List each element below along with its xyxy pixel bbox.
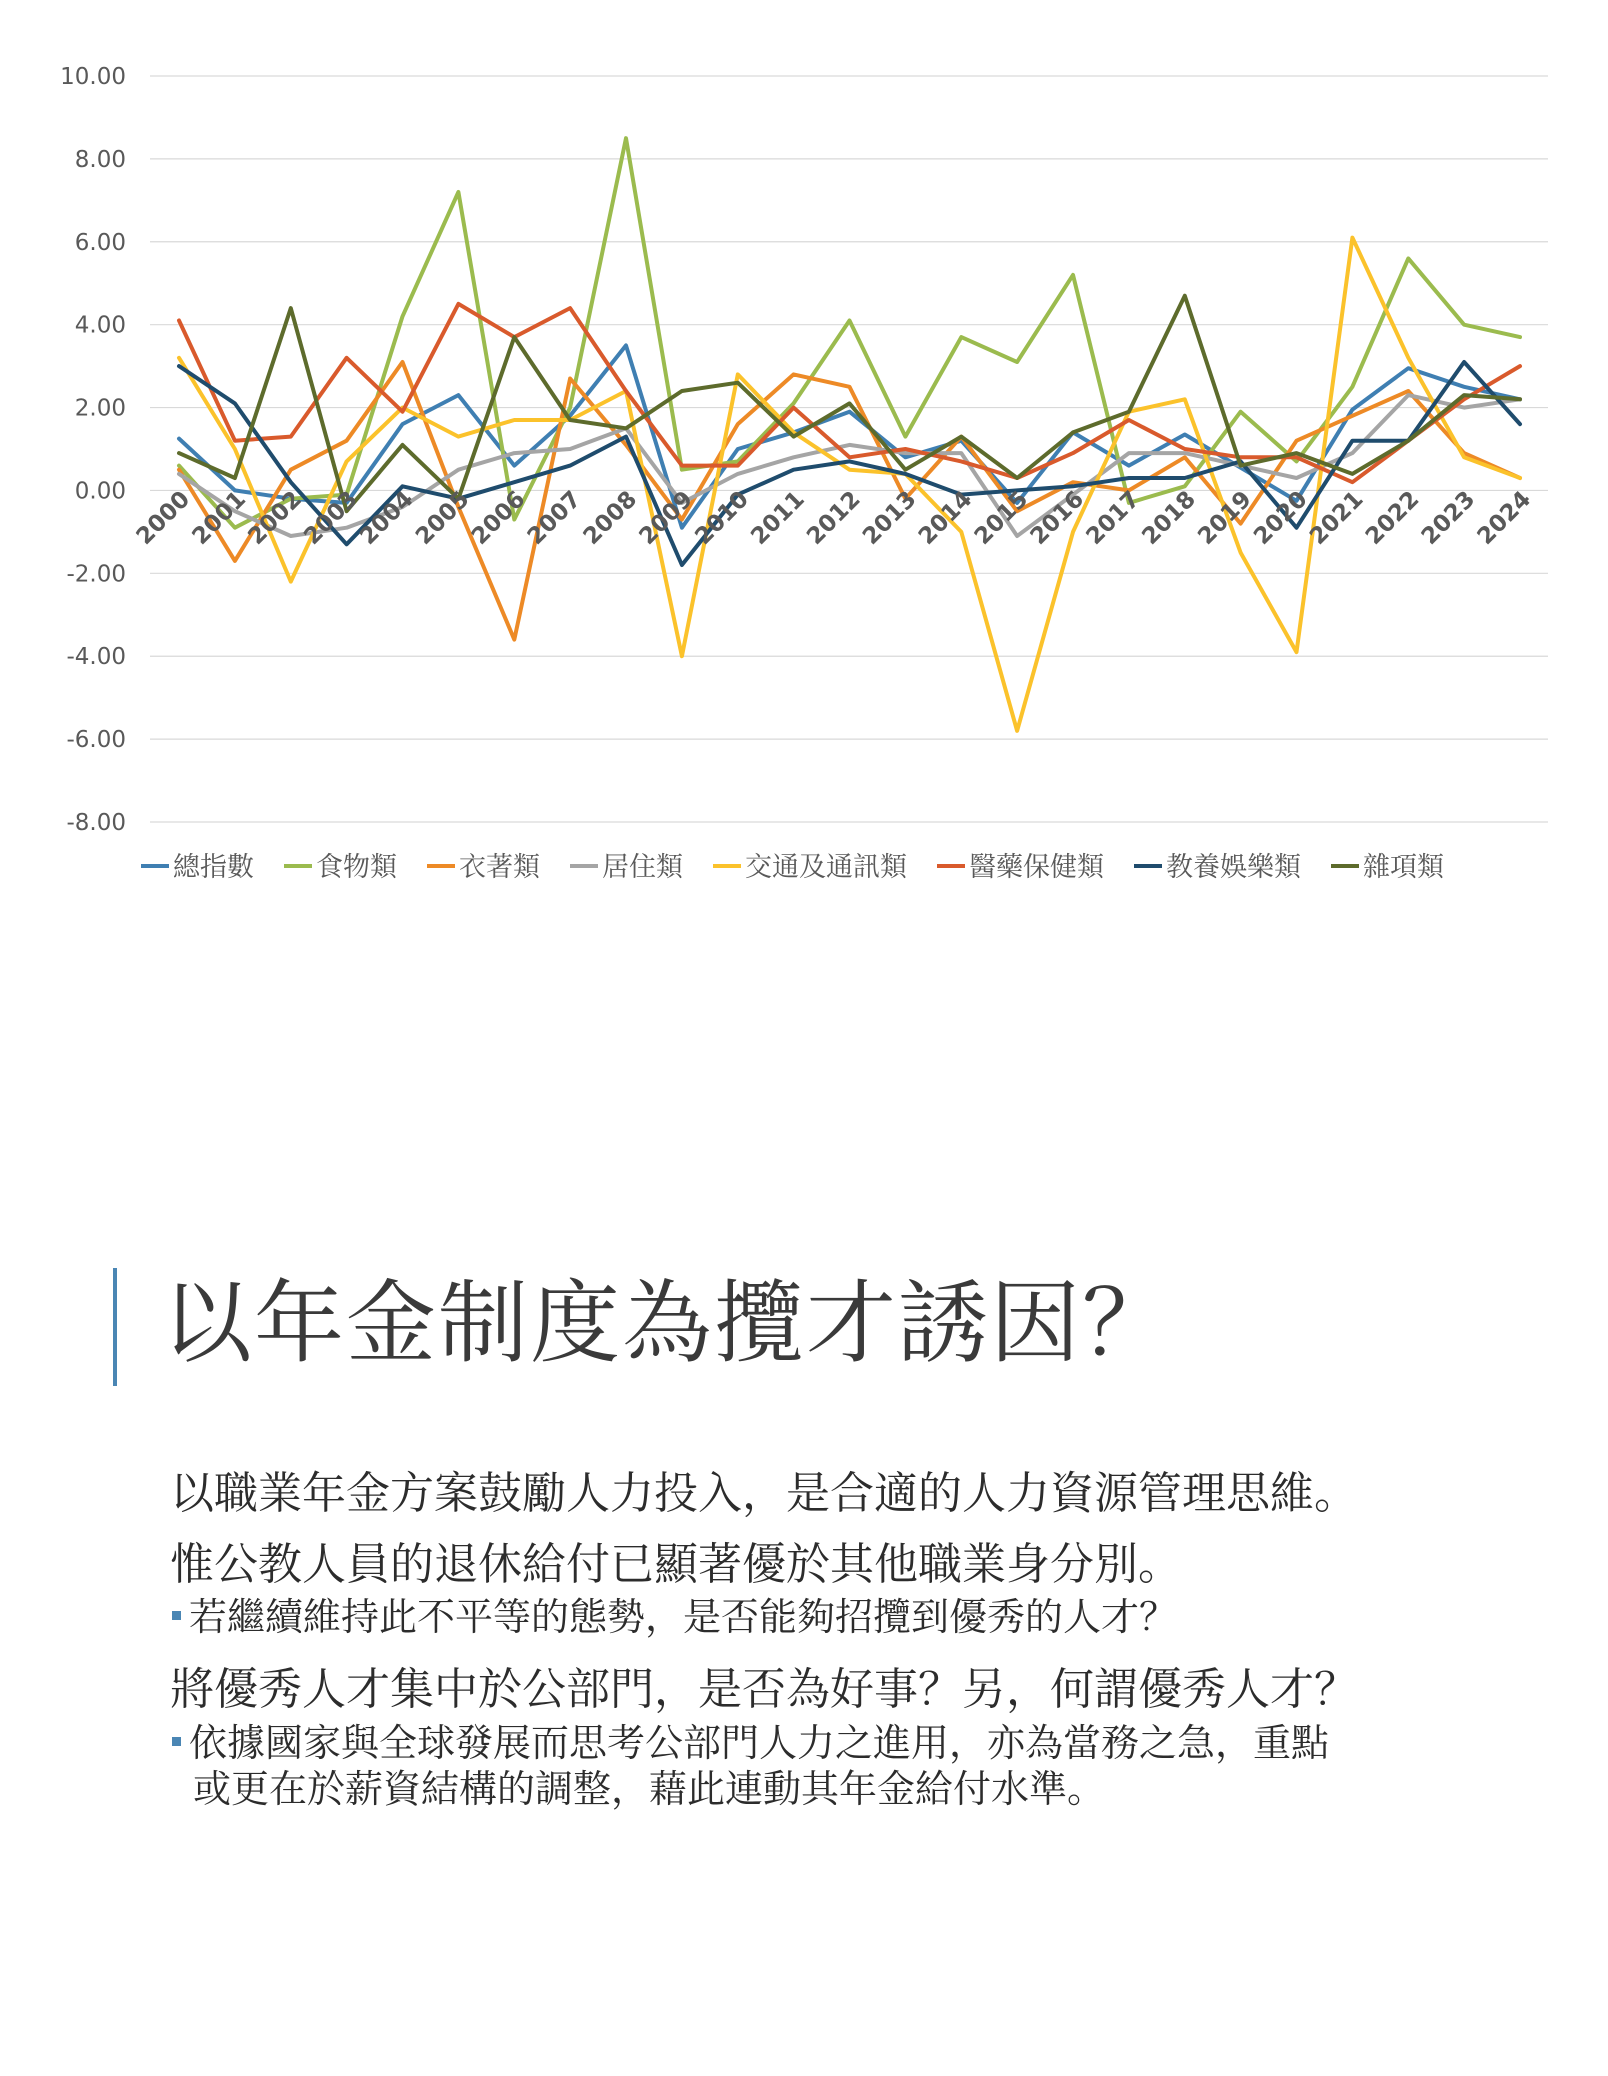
- legend-label: 衣著類: [459, 852, 540, 883]
- x-tick-label: 2013: [857, 486, 922, 550]
- bullet-square-icon: [172, 1611, 181, 1620]
- legend-label: 食物類: [316, 852, 397, 883]
- x-tick-label: 2015: [969, 486, 1034, 550]
- x-tick-label: 2001: [187, 486, 252, 550]
- line-chart: [0, 0, 1608, 900]
- x-tick-label: 2011: [746, 486, 810, 550]
- heading-accent-bar: [113, 1268, 117, 1386]
- x-tick-label: 2006: [466, 486, 531, 550]
- y-tick-label: 0.00: [74, 478, 126, 505]
- y-tick-label: 4.00: [74, 312, 126, 339]
- y-tick-label: 10.00: [60, 64, 126, 90]
- x-tick-label: 2002: [243, 486, 307, 550]
- x-tick-label: 2010: [690, 486, 754, 550]
- x-tick-label: 2008: [578, 486, 643, 550]
- x-tick-label: 2021: [1304, 486, 1369, 550]
- x-tick-label: 2023: [1416, 486, 1481, 550]
- bullet-square-icon: [172, 1737, 181, 1746]
- x-tick-label: 2024: [1472, 486, 1537, 550]
- paragraph-2: 惟公教人員的退休給付已顯著優於其他職業身分別。: [170, 1539, 1182, 1590]
- y-tick-label: -6.00: [66, 727, 126, 754]
- bullet-text-2a: 依據國家與全球發展而思考公部門人力之進用，亦為當務之急，重點: [189, 1721, 1330, 1765]
- legend-label: 居住類: [602, 852, 683, 883]
- y-tick-label: 6.00: [74, 229, 126, 256]
- x-tick-label: 2017: [1081, 486, 1146, 550]
- legend-label: 總指數: [173, 852, 254, 883]
- x-tick-label: 2012: [802, 486, 866, 550]
- y-tick-label: 8.00: [74, 146, 126, 173]
- x-tick-label: 2004: [355, 486, 419, 550]
- x-tick-label: 2000: [131, 486, 196, 550]
- x-tick-label: 2009: [634, 486, 699, 550]
- x-tick-label: 2020: [1249, 486, 1313, 550]
- x-tick-label: 2022: [1360, 486, 1425, 550]
- bullet-text-1: 若繼續維持此不平等的態勢，是否能夠招攬到優秀的人才？: [189, 1595, 1178, 1639]
- bullet-text-2b: 或更在於薪資結構的調整，藉此連動其年金給付水準。: [193, 1767, 1106, 1811]
- x-tick-label: 2005: [410, 486, 475, 550]
- y-tick-label: -2.00: [66, 561, 126, 588]
- x-tick-label: 2007: [522, 486, 587, 550]
- x-tick-label: 2003: [299, 486, 363, 550]
- legend-label: 交通及通訊類: [745, 852, 907, 883]
- paragraph-1: 以職業年金方案鼓勵人力投入，是合適的人力資源管理思維。: [170, 1468, 1358, 1519]
- section-heading: 以年金制度為攬才誘因？: [162, 1271, 1174, 1376]
- x-tick-label: 2014: [913, 486, 978, 550]
- paragraph-3: 將優秀人才集中於公部門，是否為好事？另，何謂優秀人才？: [170, 1664, 1358, 1715]
- legend-label: 雜項類: [1363, 852, 1444, 883]
- legend-label: 教養娛樂類: [1166, 852, 1301, 883]
- y-tick-label: 2.00: [74, 395, 126, 422]
- legend-label: 醫藥保健類: [969, 852, 1104, 883]
- bullet-item-2: [172, 1720, 1329, 1812]
- y-tick-label: -8.00: [66, 810, 126, 836]
- bullet-item-1: [172, 1594, 1177, 1640]
- y-tick-label: -4.00: [66, 644, 126, 671]
- x-tick-label: 2016: [1025, 486, 1090, 550]
- x-tick-label: 2018: [1137, 486, 1201, 550]
- x-tick-label: 2019: [1193, 486, 1257, 550]
